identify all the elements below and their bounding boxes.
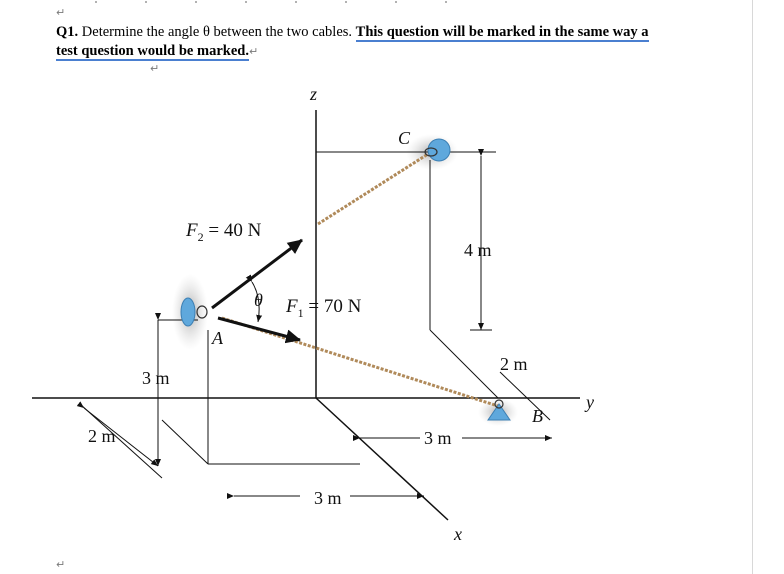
a-floor-diagonal [162,420,208,464]
point-b-label: B [532,406,543,426]
cable-ac [318,154,428,224]
paragraph-mark-icon: ↵ [248,45,259,58]
y-axis-label: y [586,392,594,412]
question-text: Determine the angle θ between the two cables. [81,24,353,40]
dimension-3m-left-label: 3 m [142,368,170,388]
paragraph-mark-icon: ↵ [56,558,66,571]
dimension-3m-mid-label: 3 m [424,428,452,448]
angle-theta-label: θ [254,290,263,310]
force-f1-label [285,296,362,320]
paragraph-mark-icon: ↵ [56,6,66,19]
question-number: Q1. [56,24,79,40]
c-diagonal-line [430,330,498,398]
force-f2-value: = 40 N [203,220,262,241]
z-axis-label: z [310,84,318,104]
force-f1-subscript: 1 [297,306,304,320]
x-axis-label: x [454,524,462,544]
paragraph-mark-icon: ↵ [150,62,160,75]
force-f1-arrow [218,318,300,340]
force-f2-subscript: 2 [197,230,204,244]
dimension-3m-bottom-label: 3 m [314,488,342,508]
dimension-2m-left-label: 2 m [88,426,116,446]
point-a-label: A [212,328,223,348]
point-c-label: C [398,128,411,148]
page-right-margin [752,0,784,574]
dimension-2m-right-label: 2 m [500,354,528,374]
force-f2-label [185,220,262,244]
dimension-4m-label: 4 m [464,240,492,260]
force-f1-value: = 70 N [303,296,362,317]
force-f2-symbol: F [186,220,198,241]
instruction-text: This question will be marked in the same way a test question would be marked. [56,24,649,59]
force-f1-symbol: F [286,296,298,317]
